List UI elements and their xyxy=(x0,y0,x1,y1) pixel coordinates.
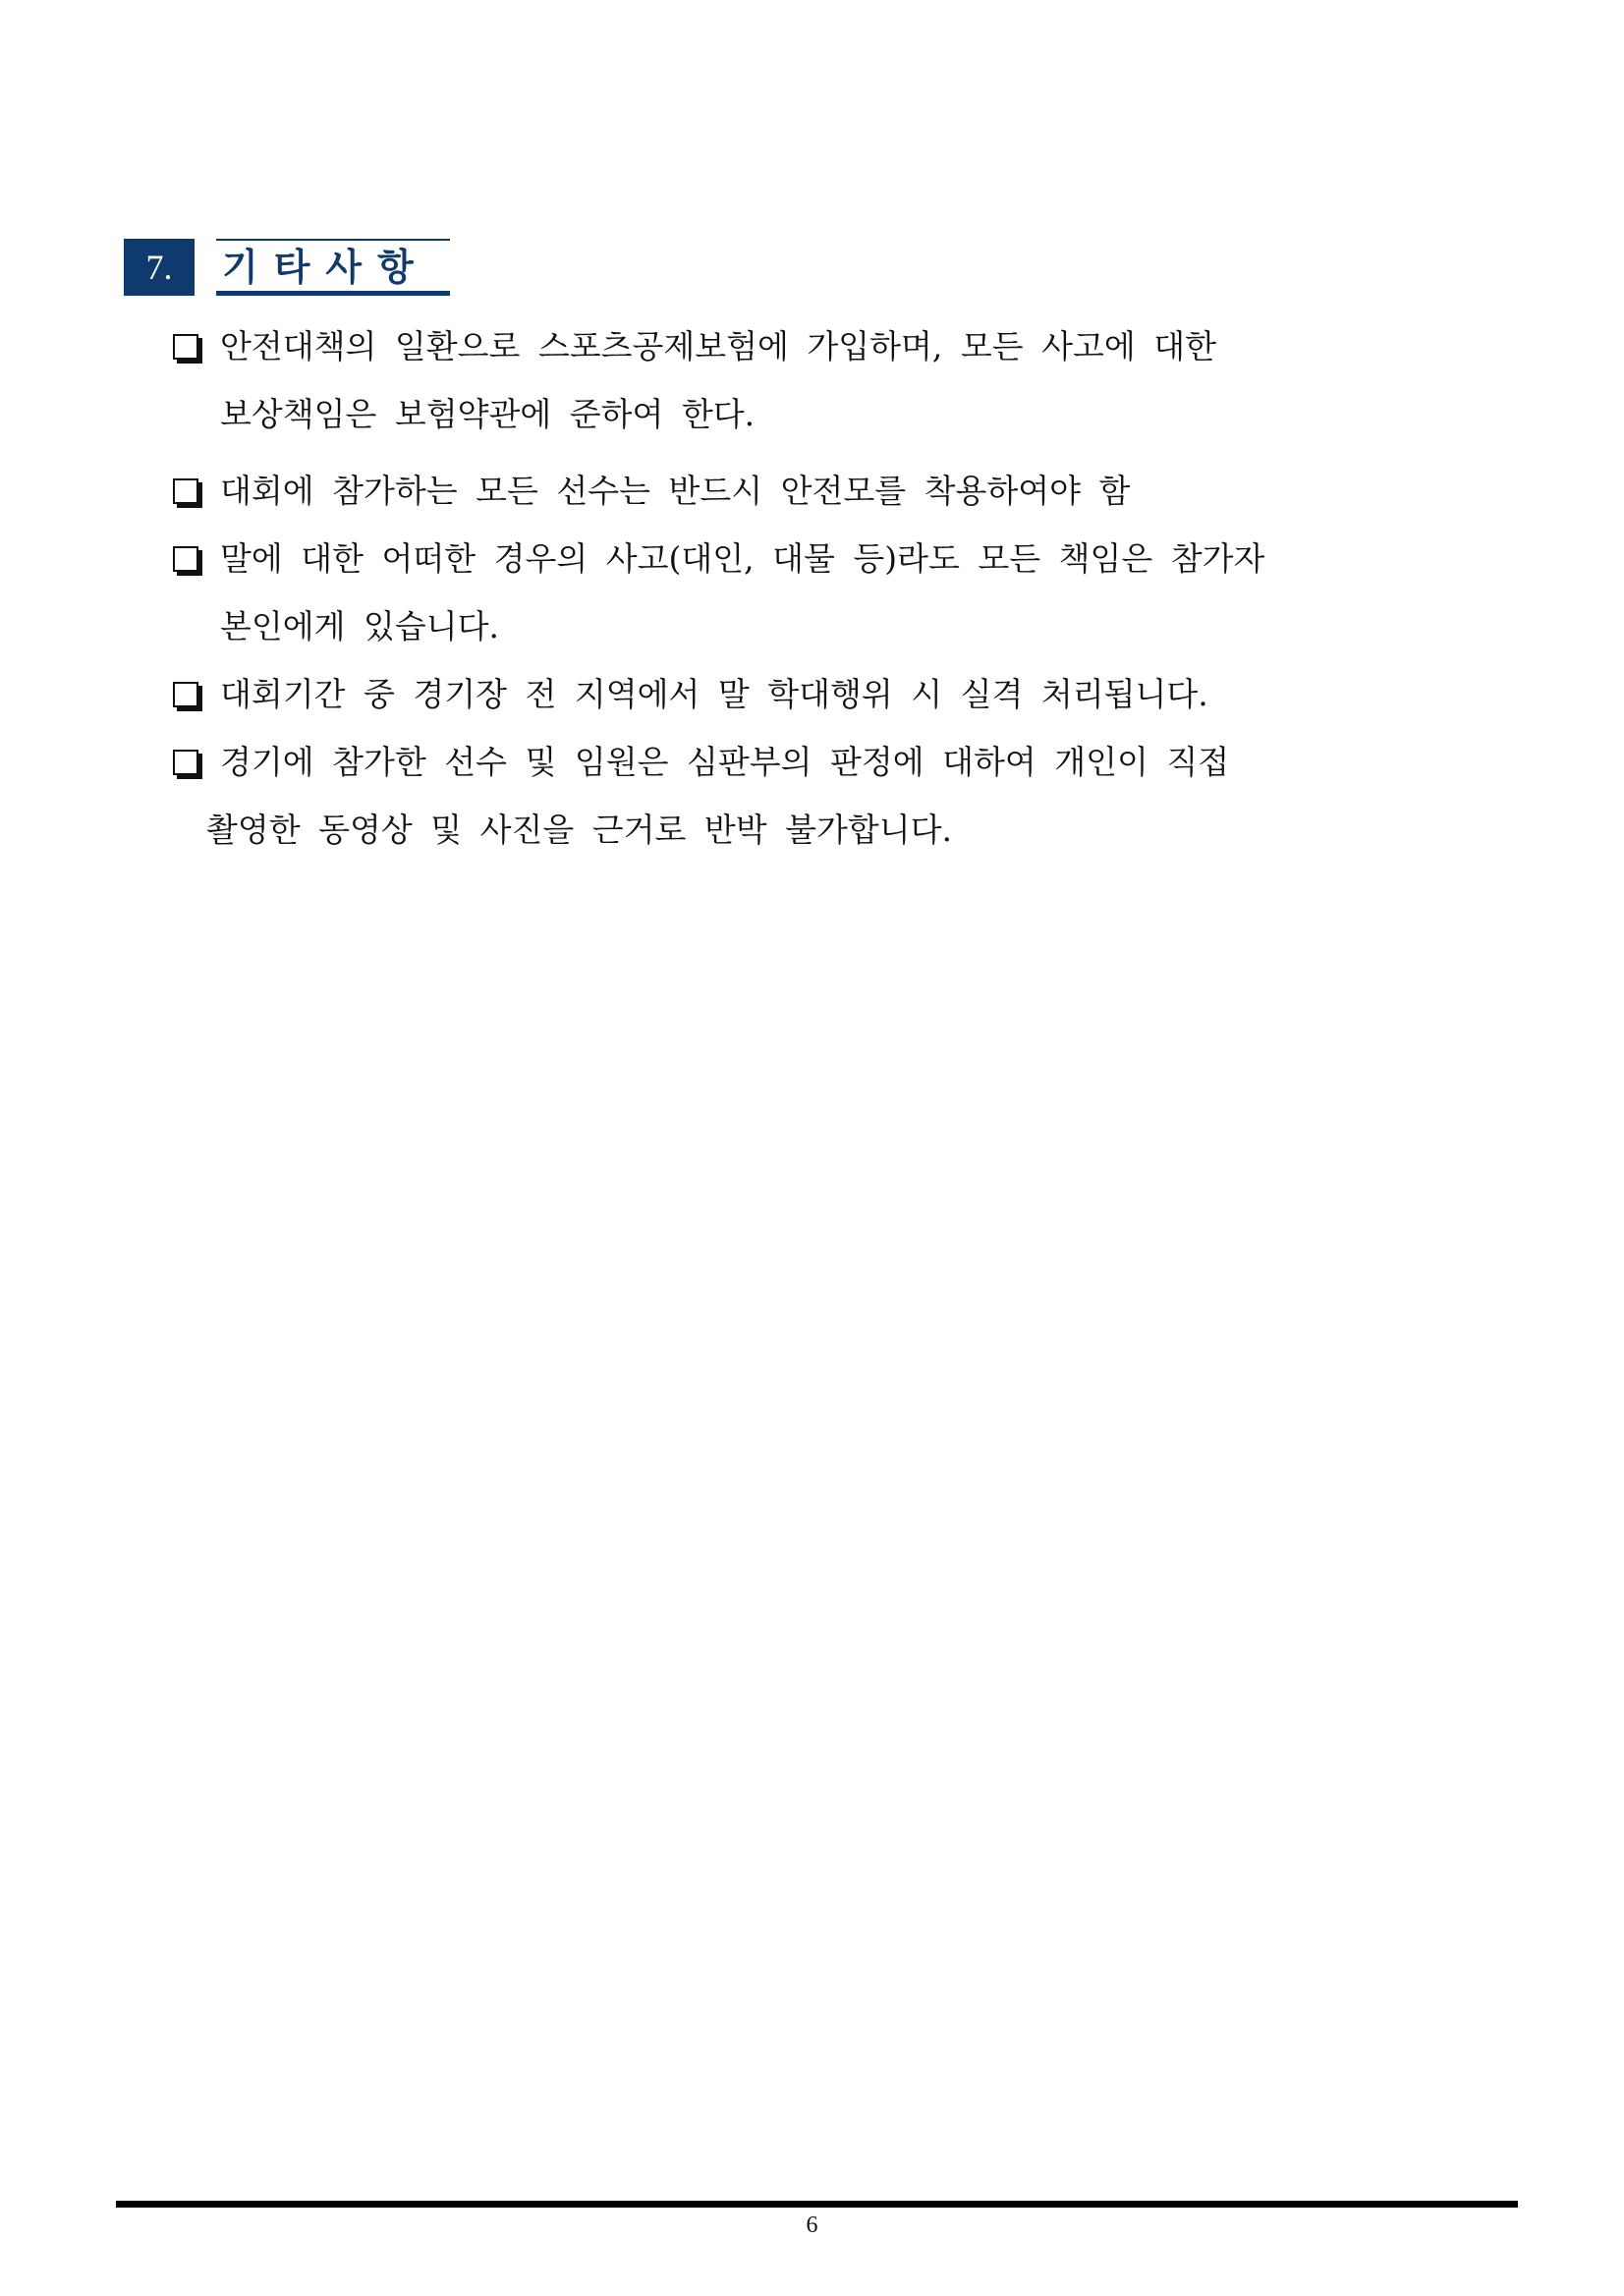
section-number: 7. xyxy=(145,248,173,287)
footer-rule xyxy=(116,2201,1518,2208)
checkbox-icon xyxy=(173,682,198,707)
item-checkbox-3 xyxy=(169,525,1446,660)
item-checkbox-2 xyxy=(169,457,1446,525)
item-line xyxy=(169,312,1446,380)
item-text: 경기에 참가한 선수 및 임원은 심판부의 판정에 대하여 개인이 직접 xyxy=(220,743,1230,781)
checkbox-icon xyxy=(173,750,198,775)
item-text: 말에 대한 어떠한 경우의 사고(대인, 대물 등)라도 모든 책임은 참가자 xyxy=(220,539,1265,578)
item-line xyxy=(169,796,1446,864)
item-text: 보상책임은 보험약관에 준하여 한다. xyxy=(220,395,756,433)
item-line xyxy=(169,380,1446,448)
item-checkbox-1 xyxy=(169,312,1446,448)
item-text: 안전대책의 일환으로 스포츠공제보험에 가입하며, 모든 사고에 대한 xyxy=(220,327,1217,365)
item-line xyxy=(169,525,1446,592)
checkbox-icon xyxy=(173,546,198,572)
section-title: 기타사항 xyxy=(222,246,429,289)
item-line xyxy=(169,457,1446,525)
item-checkbox-4 xyxy=(169,660,1446,728)
section-header xyxy=(124,239,450,296)
item-text: 대회기간 중 경기장 전 지역에서 말 학대행위 시 실격 처리됩니다. xyxy=(220,675,1208,713)
section-title-underline xyxy=(216,239,450,296)
page-number: 6 xyxy=(806,2212,818,2238)
item-text: 대회에 참가하는 모든 선수는 반드시 안전모를 착용하여야 함 xyxy=(220,472,1131,510)
checkbox-icon xyxy=(173,334,198,360)
item-line xyxy=(169,660,1446,728)
item-text: 촬영한 동영상 및 사진을 근거로 반박 불가합니다. xyxy=(206,811,952,849)
item-text: 본인에게 있습니다. xyxy=(220,607,500,645)
item-checkbox-5 xyxy=(169,728,1446,864)
section-number-badge xyxy=(124,239,195,296)
checkbox-icon xyxy=(173,478,198,504)
item-line xyxy=(169,728,1446,796)
item-line xyxy=(169,592,1446,660)
